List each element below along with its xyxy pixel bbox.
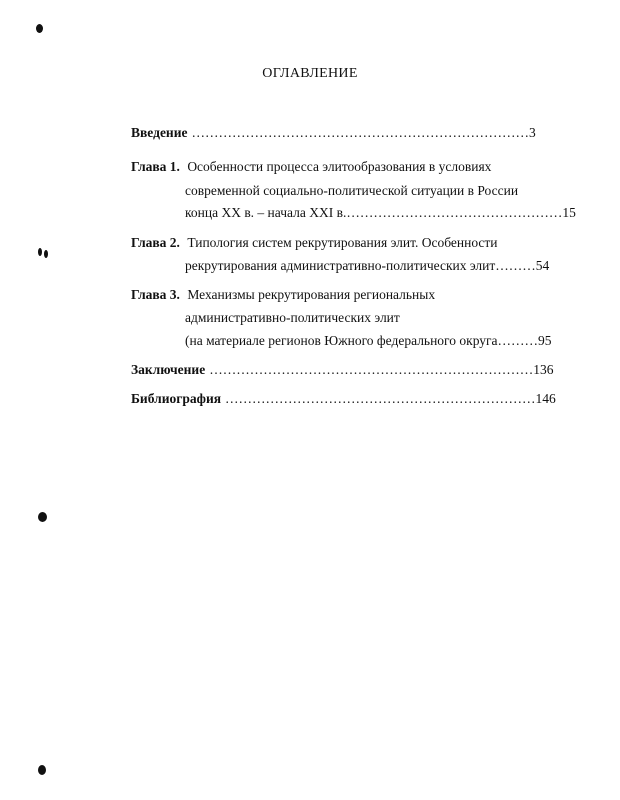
toc-ch3-label: Глава 3. [131, 287, 180, 302]
toc-ch2-line2-row [185, 257, 569, 275]
scan-mark [44, 250, 48, 258]
toc-entry-ch2 [131, 234, 561, 252]
toc-ch3-page: 95 [538, 333, 552, 348]
toc-ch2-line1: Типология систем рекрутирования элит. Особенности [187, 235, 498, 250]
toc-ch1-line3-row [185, 204, 576, 222]
toc-ch1-page: 15 [562, 205, 576, 220]
toc-ch3-line2-row [185, 309, 565, 327]
toc-ch2-page: 54 [535, 258, 550, 273]
toc-ch2-label: Глава 2. [131, 235, 180, 250]
scan-mark [38, 765, 46, 775]
toc-entry-ch1 [131, 158, 561, 176]
dot-leader: …………………………………………………………… [225, 391, 536, 406]
toc-entry-ch3 [131, 286, 561, 304]
toc-entry-bibliography [131, 390, 561, 408]
toc-ch1-label: Глава 1. [131, 159, 180, 174]
dot-leader: ……………………………………………………………… [209, 362, 534, 377]
toc-ch2-line2: рекрутирования административно-политических элит [185, 258, 496, 273]
toc-ch3-line3-row [185, 332, 571, 350]
scan-mark [38, 248, 42, 256]
toc-ch1-line3: конца XX в. – начала XXI в. [185, 205, 347, 220]
toc-entry-conclusion [131, 361, 561, 379]
dot-leader: ………………………………………… [346, 205, 563, 220]
toc-ch3-line2: административно-политических элит [185, 310, 400, 325]
dot-leader: ……… [497, 333, 539, 348]
toc-entry-intro [131, 124, 556, 142]
dot-leader: ……… [495, 258, 536, 273]
toc-ch3-line3: (на материале регионов Южного федерального округа [185, 333, 498, 348]
toc-ch1-line1: Особенности процесса элитообразования в условиях [187, 159, 492, 174]
scan-mark [36, 24, 43, 33]
toc-bibliography-label: Библиография [131, 391, 222, 406]
toc-conclusion-label: Заключение [131, 362, 206, 377]
dot-leader: ………………………………………………………………… [191, 125, 529, 140]
toc-ch1-line2: современной социально-политической ситуации в России [185, 183, 519, 198]
toc-intro-label: Введение [131, 125, 188, 140]
page-title: ОГЛАВЛЕНИЕ [262, 66, 358, 81]
toc-ch1-line2-row [185, 182, 565, 200]
scan-mark [38, 512, 47, 522]
toc-bibliography-page: 146 [535, 391, 556, 406]
toc-ch3-line1: Механизмы рекрутирования региональных [187, 287, 436, 302]
toc-intro-page: 3 [528, 125, 536, 140]
toc-conclusion-page: 136 [533, 362, 554, 377]
